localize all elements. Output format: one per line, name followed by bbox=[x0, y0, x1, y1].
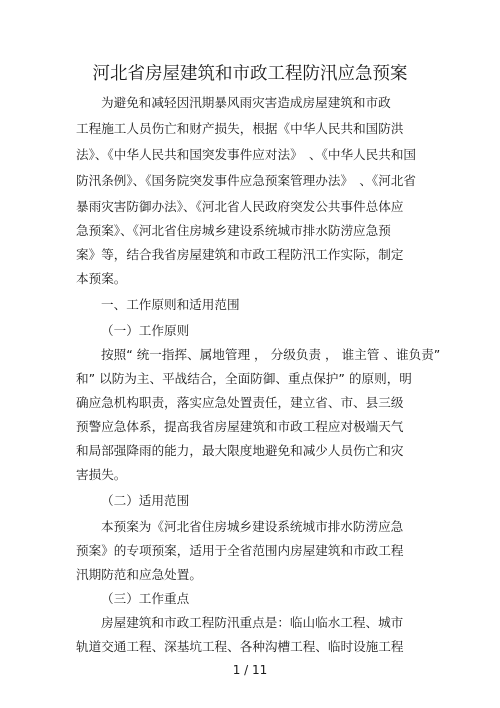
paragraph-line: 暴雨灾害防御办法》、《河北省人民政府突发公共事件总体应 bbox=[76, 199, 404, 214]
paragraph-line: 法》、《中华人民共和国突发事件应对法》 、《中华人民共和国 bbox=[76, 147, 417, 162]
paragraph-line: 防汛条例》、《国务院突发事件应急预案管理办法》 、《河北省 bbox=[76, 173, 417, 188]
paragraph-line: 急预案》、《河北省住房城乡建设系统城市排水防涝应急预 bbox=[76, 223, 391, 238]
paragraph-line: 按照“ 统一指挥、属地管理 ， 分级负责 ， 谁主管 、谁负责” bbox=[101, 347, 441, 362]
paragraph-line: 预案》的专项预案，适用于全省范围内房屋建筑和市政工程 bbox=[76, 543, 404, 558]
paragraph-line: 本预案。 bbox=[76, 271, 127, 286]
paragraph-line: 房屋建筑和市政工程防汛重点是：临山临水工程、城市 bbox=[101, 615, 404, 630]
paragraph-line: 为避免和减轻因汛期暴风雨灾害造成房屋建筑和市政 bbox=[101, 95, 391, 110]
subsection-heading: （一）工作原则 bbox=[101, 323, 190, 338]
document-title: 河北省房屋建筑和市政工程防汛应急预案 bbox=[92, 64, 408, 84]
paragraph-line: 预警应急体系，提高我省房屋建筑和市政工程应对极端天气 bbox=[76, 419, 404, 434]
paragraph-line: 案》等，结合我省房屋建筑和市政工程防汛工作实际，制定 bbox=[76, 247, 404, 262]
paragraph-line: 汛期防范和应急处置。 bbox=[76, 567, 202, 582]
paragraph-line: 和” 以防为主、平战结合，全面防御、重点保护” 的原则，明 bbox=[76, 371, 412, 386]
section-heading: 一、工作原则和适用范围 bbox=[101, 297, 240, 312]
paragraph-line: 工程施工人员伤亡和财产损失，根据《中华人民共和国防洪 bbox=[76, 121, 404, 136]
paragraph-line: 确应急机构职责，落实应急处置责任，建立省、市、县三级 bbox=[76, 395, 404, 410]
paragraph-line: 轨道交通工程、深基坑工程、各种沟槽工程、临时设施工程 bbox=[76, 639, 404, 654]
page-indicator: 1 / 11 bbox=[232, 663, 268, 677]
subsection-heading: （三）工作重点 bbox=[101, 591, 190, 606]
subsection-heading: （二）适用范围 bbox=[101, 493, 190, 508]
paragraph-line: 害损失。 bbox=[76, 467, 127, 482]
paragraph-line: 和局部强降雨的能力，最大限度地避免和减少人员伤亡和灾 bbox=[76, 443, 404, 458]
paragraph-line: 本预案为《河北省住房城乡建设系统城市排水防涝应急 bbox=[101, 519, 404, 534]
